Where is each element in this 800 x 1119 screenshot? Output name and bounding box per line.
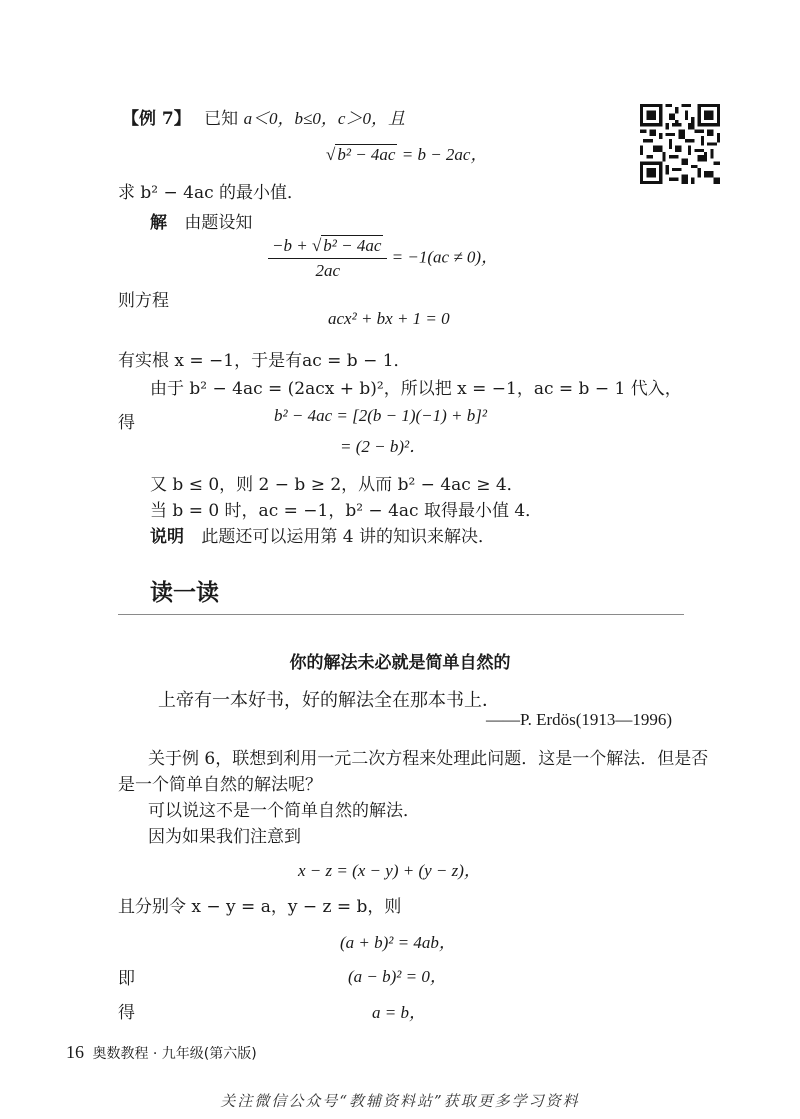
solution-label: 解 [150, 213, 167, 233]
fraction-numerator [268, 236, 387, 259]
solution-intro: 由题设知 [184, 213, 253, 233]
promo-text: 关注微信公众号“教辅资料站”获取更多学习资料 [220, 1092, 580, 1110]
book-title: 奥数教程 · 九年级(第六版) [92, 1046, 257, 1062]
section-divider [118, 614, 684, 615]
example-ask: 求 b² − 4ac 的最小值． [118, 183, 305, 203]
de-label: 得 [118, 413, 135, 433]
fraction-rhs: = −1(ac ≠ 0)， [387, 247, 499, 267]
para2: 可以说这不是一个简单自然的解法． [148, 801, 420, 821]
note-line [150, 522, 495, 547]
let-line: 且分别令 x − y = a，y − z = b，则 [118, 897, 402, 917]
calc-line-2: = (2 − b)²． [340, 437, 427, 456]
para3: 因为如果我们注意到 [148, 827, 301, 847]
sqrt-sign: √ [326, 145, 336, 164]
calc-line-1: b² − 4ac = [2(b − 1)(−1) + b]² [274, 406, 487, 425]
quote-text: 上帝有一本好书，好的解法全在那本书上． [158, 690, 500, 711]
para1-line1: 关于例 6，联想到利用一元二次方程来处理此问题．这是一个解法．但是否 [148, 749, 709, 769]
page-footer [66, 1042, 257, 1063]
then-equation: 则方程 [118, 291, 169, 311]
article-title: 你的解法未必就是简单自然的 [289, 653, 511, 673]
root-line: 有实根 x = −1，于是有ac = b − 1． [118, 351, 411, 371]
para1-line2: 是一个简单自然的解法呢？ [118, 775, 322, 795]
fraction-denominator: 2ac [315, 261, 340, 280]
de-label-2: 得 [118, 1003, 135, 1023]
page-number: 16 [66, 1042, 84, 1062]
numerator-prefix: −b + [272, 236, 312, 255]
equation-2: (a + b)² = 4ab， [340, 933, 456, 952]
also-line: 又 b ≤ 0，则 2 − b ≥ 2，从而 b² − 4ac ≥ 4． [150, 475, 524, 495]
fraction-equation [268, 236, 498, 281]
example-line [122, 104, 405, 129]
example-conditions: a＜0，b≤0，c＞0，且 [243, 109, 405, 128]
equation-1: x − z = (x − y) + (y − z)， [298, 861, 481, 880]
note-text: 此题还可以运用第 4 讲的知识来解决． [201, 527, 496, 547]
sqrt-sign-2: √ [311, 236, 322, 255]
equation-rhs: = b − 2ac， [397, 145, 488, 164]
numerator-radicand: b² − 4ac [323, 236, 382, 255]
equation-4: a = b， [372, 1003, 426, 1022]
equation-3: (a − b)² = 0， [348, 967, 447, 986]
note-label: 说明 [150, 527, 184, 547]
fraction [268, 236, 387, 281]
when-line: 当 b = 0 时，ac = −1，b² − 4ac 取得最小值 4． [150, 501, 543, 521]
since-line: 由于 b² − 4ac = (2acx + b)²，所以把 x = −1，ac = b − 1 代入， [150, 379, 682, 399]
quote-author: ——P. Erdös(1913—1996) [486, 710, 673, 729]
given-equation [326, 140, 487, 165]
qr-code-icon [640, 104, 720, 184]
radicand: b² − 4ac [337, 145, 396, 164]
quadratic-equation: acx² + bx + 1 = 0 [328, 309, 450, 328]
section-title: 读一读 [150, 580, 219, 606]
example-given: 已知 [204, 109, 239, 129]
example-label: 【例 7】 [122, 109, 191, 129]
ji-label: 即 [118, 969, 135, 989]
solution-intro-line [150, 208, 252, 233]
